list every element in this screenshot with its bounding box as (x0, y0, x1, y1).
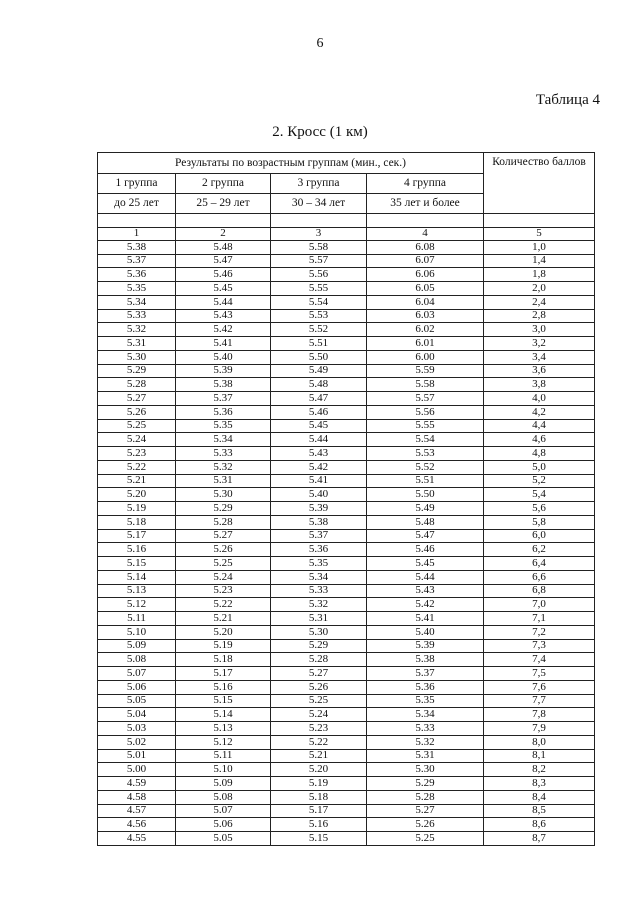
table-cell: 5,6 (484, 502, 595, 516)
table-cell: 6,8 (484, 584, 595, 598)
table-title: 2. Кросс (1 км) (272, 124, 368, 140)
table-cell: 5,2 (484, 474, 595, 488)
table-cell: 7,6 (484, 680, 595, 694)
table-cell: 5.35 (176, 419, 271, 433)
table-row (98, 268, 595, 282)
group-header: 1 группа (98, 174, 176, 194)
table-cell: 5.16 (271, 818, 367, 832)
table-cell: 8,2 (484, 763, 595, 777)
table-row (98, 790, 595, 804)
table-cell: 5.33 (176, 447, 271, 461)
table-cell: 5.32 (98, 323, 176, 337)
table-cell: 7,2 (484, 625, 595, 639)
table-row (98, 557, 595, 571)
table-row (98, 364, 595, 378)
table-cell: 5.22 (98, 460, 176, 474)
table-cell: 6.06 (367, 268, 484, 282)
table-cell: 5.05 (176, 832, 271, 846)
table-row (98, 653, 595, 667)
table-cell: 5.57 (271, 254, 367, 268)
table-cell: 5.22 (271, 735, 367, 749)
table-cell: 4.58 (98, 790, 176, 804)
table-row (98, 832, 595, 846)
table-cell: 5.57 (367, 392, 484, 406)
table-cell: 5.29 (271, 639, 367, 653)
column-numbers-row (98, 227, 595, 240)
table-row (98, 570, 595, 584)
table-cell: 5.46 (271, 405, 367, 419)
table-cell: 5.23 (176, 584, 271, 598)
table-cell: 5.50 (271, 350, 367, 364)
table-cell: 5.43 (176, 309, 271, 323)
table-cell: 5.33 (98, 309, 176, 323)
table-cell: 5.13 (98, 584, 176, 598)
table-cell: 5.19 (176, 639, 271, 653)
table-cell: 5.33 (367, 722, 484, 736)
table-cell: 5.17 (271, 804, 367, 818)
table-cell: 6.07 (367, 254, 484, 268)
table-cell: 3,8 (484, 378, 595, 392)
table-row (98, 419, 595, 433)
table-cell: 5.19 (271, 777, 367, 791)
table-cell: 5.42 (176, 323, 271, 337)
table-cell: 5.54 (271, 295, 367, 309)
table-cell: 5.02 (98, 735, 176, 749)
table-cell: 5.11 (176, 749, 271, 763)
table-cell: 5.51 (367, 474, 484, 488)
table-cell: 5.58 (271, 240, 367, 254)
table-cell: 5.54 (367, 433, 484, 447)
table-cell: 5.41 (271, 474, 367, 488)
table-cell: 5.26 (176, 543, 271, 557)
table-cell: 5.52 (367, 460, 484, 474)
table-cell: 5.37 (367, 667, 484, 681)
table-cell: 5.33 (271, 584, 367, 598)
table-cell: 5.37 (271, 529, 367, 543)
table-cell: 5.15 (271, 832, 367, 846)
table-cell: 3,0 (484, 323, 595, 337)
table-cell: 5.38 (367, 653, 484, 667)
table-cell: 5.49 (367, 502, 484, 516)
table-cell: 5.31 (271, 612, 367, 626)
table-cell: 5.44 (271, 433, 367, 447)
table-cell: 5.20 (98, 488, 176, 502)
table-cell: 5.28 (367, 790, 484, 804)
table-cell: 5.53 (367, 447, 484, 461)
table-cell: 5.20 (176, 625, 271, 639)
table-cell: 5.30 (98, 350, 176, 364)
table-cell: 7,0 (484, 598, 595, 612)
table-cell: 5.27 (176, 529, 271, 543)
table-row (98, 378, 595, 392)
table-cell: 5.01 (98, 749, 176, 763)
table-row (98, 625, 595, 639)
table-cell: 5.44 (176, 295, 271, 309)
table-row (98, 763, 595, 777)
table-cell: 5.51 (271, 337, 367, 351)
table-cell: 5.31 (98, 337, 176, 351)
table-cell: 5.25 (98, 419, 176, 433)
table-cell: 4,0 (484, 392, 595, 406)
table-cell: 5.48 (176, 240, 271, 254)
table-cell: 5.24 (98, 433, 176, 447)
table-row (98, 735, 595, 749)
table-label: Таблица 4 (535, 92, 600, 108)
table-cell: 5.18 (176, 653, 271, 667)
column-number: 1 (98, 227, 176, 240)
table-cell: 5.31 (367, 749, 484, 763)
table-cell: 5.59 (367, 364, 484, 378)
table-cell: 5.55 (271, 282, 367, 296)
table-cell: 5.58 (367, 378, 484, 392)
table-cell: 1,8 (484, 268, 595, 282)
age-header: 30 – 34 лет (271, 194, 367, 214)
table-cell: 5.10 (176, 763, 271, 777)
table-row (98, 667, 595, 681)
table-row (98, 529, 595, 543)
table-cell: 5.43 (271, 447, 367, 461)
table-body (98, 214, 595, 846)
table-cell: 5.42 (367, 598, 484, 612)
table-cell: 5.14 (176, 708, 271, 722)
table-cell: 6.08 (367, 240, 484, 254)
table-cell: 5.48 (271, 378, 367, 392)
table-cell: 5.00 (98, 763, 176, 777)
table-cell: 5.32 (367, 735, 484, 749)
table-cell: 5.36 (367, 680, 484, 694)
table-cell: 5.35 (98, 282, 176, 296)
age-header: 35 лет и более (367, 194, 484, 214)
table-cell: 5.24 (271, 708, 367, 722)
points-header: Количество баллов (484, 153, 595, 214)
table-cell: 5.41 (367, 612, 484, 626)
table-cell: 5.20 (271, 763, 367, 777)
table-cell: 8,0 (484, 735, 595, 749)
table-cell: 5.36 (98, 268, 176, 282)
age-header: 25 – 29 лет (176, 194, 271, 214)
table-cell: 5.39 (271, 502, 367, 516)
table-cell: 5.41 (176, 337, 271, 351)
table-cell: 5.25 (176, 557, 271, 571)
table-cell: 5.29 (176, 502, 271, 516)
table-cell: 5.05 (98, 694, 176, 708)
table-row (98, 515, 595, 529)
table-cell: 1,4 (484, 254, 595, 268)
results-header: Результаты по возрастным группам (мин., сек.) (98, 153, 484, 174)
results-table (97, 152, 595, 846)
table-row (98, 309, 595, 323)
table-row (98, 447, 595, 461)
table-row (98, 502, 595, 516)
table-cell: 5.29 (98, 364, 176, 378)
table-cell: 5.25 (271, 694, 367, 708)
table-cell: 8,3 (484, 777, 595, 791)
table-row (98, 323, 595, 337)
table-cell: 6.05 (367, 282, 484, 296)
table-cell: 5.29 (367, 777, 484, 791)
table-cell: 5.06 (176, 818, 271, 832)
table-cell: 5.07 (176, 804, 271, 818)
table-row (98, 488, 595, 502)
group-header: 2 группа (176, 174, 271, 194)
table-row (98, 337, 595, 351)
table-row (98, 584, 595, 598)
table-cell: 8,6 (484, 818, 595, 832)
table-cell: 5.40 (367, 625, 484, 639)
table-cell: 5.30 (176, 488, 271, 502)
table-cell: 2,8 (484, 309, 595, 323)
table-cell: 5.23 (98, 447, 176, 461)
table-cell: 6.02 (367, 323, 484, 337)
table-cell: 5.18 (271, 790, 367, 804)
table-cell: 3,2 (484, 337, 595, 351)
table-row (98, 694, 595, 708)
table-cell: 6.03 (367, 309, 484, 323)
table-cell: 5.56 (271, 268, 367, 282)
column-number: 5 (484, 227, 595, 240)
table-cell: 4.55 (98, 832, 176, 846)
table-cell: 5.23 (271, 722, 367, 736)
table-cell: 5.24 (176, 570, 271, 584)
table-cell: 5.19 (98, 502, 176, 516)
table-cell: 5,4 (484, 488, 595, 502)
table-cell: 5.12 (98, 598, 176, 612)
group-header: 4 группа (367, 174, 484, 194)
table-row (98, 433, 595, 447)
table-cell: 5.27 (367, 804, 484, 818)
table-cell: 6.00 (367, 350, 484, 364)
table-row (98, 474, 595, 488)
table-cell: 5.45 (271, 419, 367, 433)
table-cell: 5.21 (271, 749, 367, 763)
table-cell: 5.47 (367, 529, 484, 543)
table-cell: 5.28 (98, 378, 176, 392)
table-row (98, 722, 595, 736)
table-row (98, 460, 595, 474)
table-cell: 5.32 (271, 598, 367, 612)
table-cell: 4.56 (98, 818, 176, 832)
table-cell: 5.12 (176, 735, 271, 749)
table-cell: 5.49 (271, 364, 367, 378)
table-cell: 5.35 (271, 557, 367, 571)
table-cell: 5.38 (176, 378, 271, 392)
table-row (98, 282, 595, 296)
table-cell: 5.06 (98, 680, 176, 694)
table-row (98, 405, 595, 419)
column-number: 3 (271, 227, 367, 240)
table-cell: 5.32 (176, 460, 271, 474)
table-cell: 3,6 (484, 364, 595, 378)
table-cell: 5.53 (271, 309, 367, 323)
table-cell: 5.25 (367, 832, 484, 846)
table-cell: 5.37 (98, 254, 176, 268)
table-cell: 5.26 (367, 818, 484, 832)
table-cell: 5.36 (176, 405, 271, 419)
table-cell: 5.21 (176, 612, 271, 626)
table-cell: 5.16 (176, 680, 271, 694)
table-cell: 7,4 (484, 653, 595, 667)
table-cell: 5.45 (176, 282, 271, 296)
table-cell: 5.46 (176, 268, 271, 282)
table-cell: 5.56 (367, 405, 484, 419)
group-header: 3 группа (271, 174, 367, 194)
table-cell: 5.40 (271, 488, 367, 502)
table-cell: 4,8 (484, 447, 595, 461)
table-cell: 5.11 (98, 612, 176, 626)
table-row (98, 350, 595, 364)
table-header (98, 153, 595, 214)
column-number: 4 (367, 227, 484, 240)
table-cell: 2,0 (484, 282, 595, 296)
table-row (98, 612, 595, 626)
table-cell: 5.27 (98, 392, 176, 406)
table-row (98, 254, 595, 268)
table-row (98, 639, 595, 653)
table-cell: 5.34 (367, 708, 484, 722)
table-cell: 5.30 (367, 763, 484, 777)
table-row (98, 295, 595, 309)
table-cell: 8,5 (484, 804, 595, 818)
table-cell: 5.30 (271, 625, 367, 639)
table-cell: 5.15 (98, 557, 176, 571)
table-cell: 5.50 (367, 488, 484, 502)
table-cell: 5.39 (367, 639, 484, 653)
table-cell: 5.38 (271, 515, 367, 529)
table-cell: 2,4 (484, 295, 595, 309)
table-cell: 5.43 (367, 584, 484, 598)
table-cell: 5.22 (176, 598, 271, 612)
column-number: 2 (176, 227, 271, 240)
table-cell: 5.48 (367, 515, 484, 529)
table-cell: 4,4 (484, 419, 595, 433)
table-cell: 5.16 (98, 543, 176, 557)
table-cell: 5.03 (98, 722, 176, 736)
table-row (98, 392, 595, 406)
table-cell: 6,2 (484, 543, 595, 557)
table-cell: 7,5 (484, 667, 595, 681)
table-row (98, 240, 595, 254)
table-cell: 3,4 (484, 350, 595, 364)
table-cell: 5,8 (484, 515, 595, 529)
table-cell: 1,0 (484, 240, 595, 254)
table-cell: 5.17 (98, 529, 176, 543)
table-cell: 5.35 (367, 694, 484, 708)
table-row (98, 777, 595, 791)
table-cell: 5,0 (484, 460, 595, 474)
table-cell: 7,3 (484, 639, 595, 653)
table-cell: 5.08 (176, 790, 271, 804)
table-cell: 6,4 (484, 557, 595, 571)
table-row (98, 804, 595, 818)
table-cell: 5.34 (271, 570, 367, 584)
table-cell: 5.47 (271, 392, 367, 406)
table-cell: 5.34 (98, 295, 176, 309)
table-cell: 6.01 (367, 337, 484, 351)
table-row (98, 708, 595, 722)
table-row (98, 818, 595, 832)
table-cell: 8,4 (484, 790, 595, 804)
page-number: 6 (316, 36, 324, 51)
table-cell: 8,1 (484, 749, 595, 763)
table-cell: 5.28 (176, 515, 271, 529)
header-gap (98, 214, 595, 228)
table-cell: 5.44 (367, 570, 484, 584)
table-cell: 4.57 (98, 804, 176, 818)
table-cell: 7,7 (484, 694, 595, 708)
table-cell: 6,6 (484, 570, 595, 584)
table-cell: 5.09 (98, 639, 176, 653)
table-cell: 4,2 (484, 405, 595, 419)
table-cell: 5.08 (98, 653, 176, 667)
table-cell: 5.46 (367, 543, 484, 557)
table-cell: 5.45 (367, 557, 484, 571)
table-cell: 5.17 (176, 667, 271, 681)
table-cell: 5.26 (98, 405, 176, 419)
table-row (98, 543, 595, 557)
table-cell: 5.28 (271, 653, 367, 667)
table-cell: 5.09 (176, 777, 271, 791)
table-cell: 5.38 (98, 240, 176, 254)
table-cell: 5.27 (271, 667, 367, 681)
table-cell: 8,7 (484, 832, 595, 846)
table-cell: 5.40 (176, 350, 271, 364)
table-cell: 5.14 (98, 570, 176, 584)
table-cell: 5.55 (367, 419, 484, 433)
table-cell: 5.18 (98, 515, 176, 529)
table-cell: 5.04 (98, 708, 176, 722)
table-cell: 5.13 (176, 722, 271, 736)
table-cell: 7,1 (484, 612, 595, 626)
table-cell: 4.59 (98, 777, 176, 791)
table-cell: 5.15 (176, 694, 271, 708)
table-cell: 5.34 (176, 433, 271, 447)
table-row (98, 680, 595, 694)
table-cell: 5.26 (271, 680, 367, 694)
table-cell: 5.47 (176, 254, 271, 268)
table-cell: 5.31 (176, 474, 271, 488)
age-header: до 25 лет (98, 194, 176, 214)
table-cell: 7,9 (484, 722, 595, 736)
table-cell: 5.39 (176, 364, 271, 378)
table-cell: 5.37 (176, 392, 271, 406)
table-cell: 7,8 (484, 708, 595, 722)
table-row (98, 749, 595, 763)
table-cell: 5.07 (98, 667, 176, 681)
table-row (98, 598, 595, 612)
table-cell: 5.21 (98, 474, 176, 488)
table-cell: 6,0 (484, 529, 595, 543)
table-cell: 5.52 (271, 323, 367, 337)
table-cell: 5.10 (98, 625, 176, 639)
table-cell: 4,6 (484, 433, 595, 447)
table-cell: 5.36 (271, 543, 367, 557)
table-cell: 5.42 (271, 460, 367, 474)
table-cell: 6.04 (367, 295, 484, 309)
